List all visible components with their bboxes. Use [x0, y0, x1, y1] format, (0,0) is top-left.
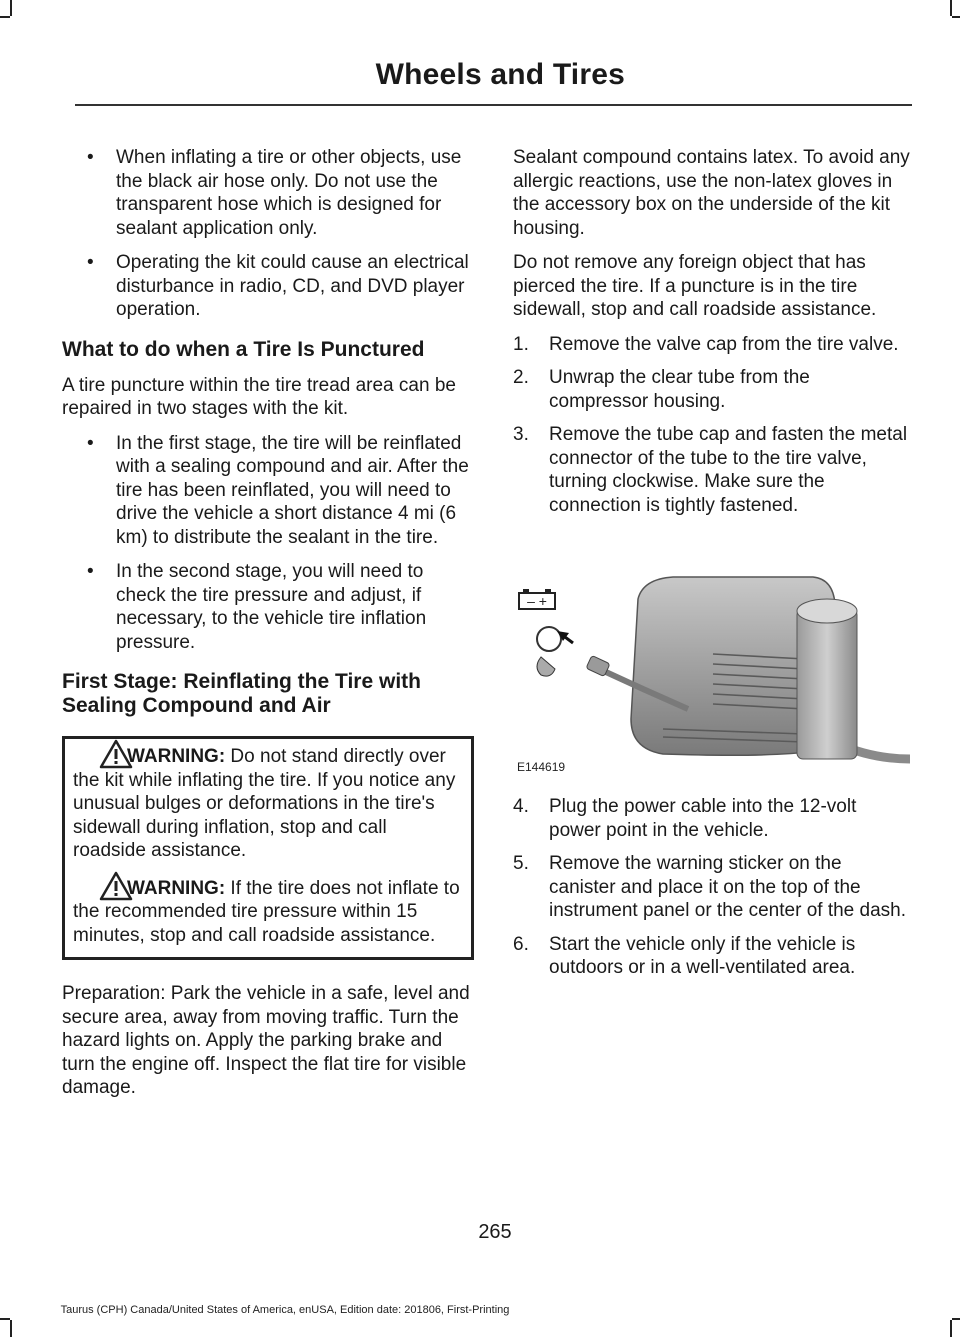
footer-edition-text: Taurus (CPH) Canada/United States of America, enUSA, Edition date: 201806, First-Printing: [60, 1304, 510, 1316]
page-number: 265: [478, 1221, 512, 1243]
warning-box: [62, 736, 474, 960]
section-heading: What to do when a Tire Is Punctured: [62, 337, 425, 361]
crop-mark: [0, 1318, 10, 1320]
right-column: [513, 146, 910, 990]
list-item: • In the second stage, you will need to check the tire pressure and adjust, if necessary, to the vehicle tire inflation pressure.: [87, 561, 427, 653]
battery-symbol-label: – +: [527, 593, 547, 609]
tire-repair-kit-illustration: [513, 559, 910, 785]
page-title: Wheels and Tires: [375, 58, 625, 91]
paragraph: Preparation: Park the vehicle in a safe, level and secure area, away from moving traffic. Turn the hazard lights on. Apply the parking brake and turn the engine off. Inspect the flat tire for visible damage.: [62, 983, 470, 1098]
figure-code: E144619: [517, 759, 566, 774]
compressor-image: [513, 559, 910, 785]
paragraph: Sealant compound contains latex. To avoid any allergic reactions, use the non-latex gloves in the accessory box on the underside of the kit housing.: [513, 147, 910, 239]
header-divider: [75, 104, 912, 106]
section-heading: First Stage: Reinflating the Tire with Sealing Compound and Air: [62, 670, 421, 717]
list-item: 5. Remove the warning sticker on the canister and place it on the top of the instrument panel or the center of the dash.: [513, 853, 906, 921]
bullet-icon: •: [87, 147, 94, 168]
crop-mark: [0, 16, 10, 18]
crop-mark: [10, 1320, 12, 1337]
warning-label: WARNING:: [127, 877, 226, 899]
paragraph: Do not remove any foreign object that has pierced the tire. If a puncture is in the tire sidewall, stop and call roadside assistance.: [513, 252, 877, 320]
crop-mark: [950, 1320, 952, 1337]
warning-triangle-icon: [99, 739, 133, 769]
crop-mark: [950, 0, 952, 16]
crop-mark: [10, 0, 12, 16]
list-item: 4. Plug the power cable into the 12-volt power point in the vehicle.: [513, 796, 857, 841]
list-item: 2. Unwrap the clear tube from the compressor housing.: [513, 367, 810, 412]
left-column: [62, 146, 474, 1111]
warning-label: WARNING:: [127, 746, 226, 767]
crop-mark: [952, 1318, 960, 1320]
paragraph: A tire puncture within the tire tread area can be repaired in two stages with the kit.: [62, 374, 456, 419]
bullet-icon: •: [87, 561, 94, 582]
list-item: • Operating the kit could cause an electrical disturbance in radio, CD, and DVD player operation.: [87, 252, 469, 320]
list-item: 3. Remove the tube cap and fasten the metal connector of the tube to the tire valve, turning clockwise. Make sure the connection is tightly fastened.: [513, 424, 908, 516]
list-item: 6. Start the vehicle only if the vehicle is outdoors or in a well-ventilated area.: [513, 933, 856, 978]
bullet-icon: •: [87, 252, 94, 273]
warning-item: WARNING: If the tire does not inflate to the recommended tire pressure within 15 minutes, stop and call roadside assistance.: [73, 877, 463, 948]
list-item: 1. Remove the valve cap from the tire valve.: [513, 333, 899, 355]
warning-item: WARNING: Do not stand directly over the kit while inflating the tire. If you notice any unusual bulges or deformations in the tire's sidewall during inflation, stop and call roadside assistance.: [73, 745, 463, 863]
list-item: • When inflating a tire or other objects, use the black air hose only. Do not use the transparent hose which is designed for sealant application only.: [87, 147, 462, 239]
list-item: • In the first stage, the tire will be reinflated with a sealing compound and air. After the tire has been reinflated, you will need to drive the vehicle a short distance 4 mi (6 km) to distribute the sealant in the tire.: [87, 432, 469, 548]
crop-mark: [952, 16, 960, 18]
warning-triangle-icon: [99, 871, 133, 901]
bullet-icon: •: [87, 432, 94, 454]
